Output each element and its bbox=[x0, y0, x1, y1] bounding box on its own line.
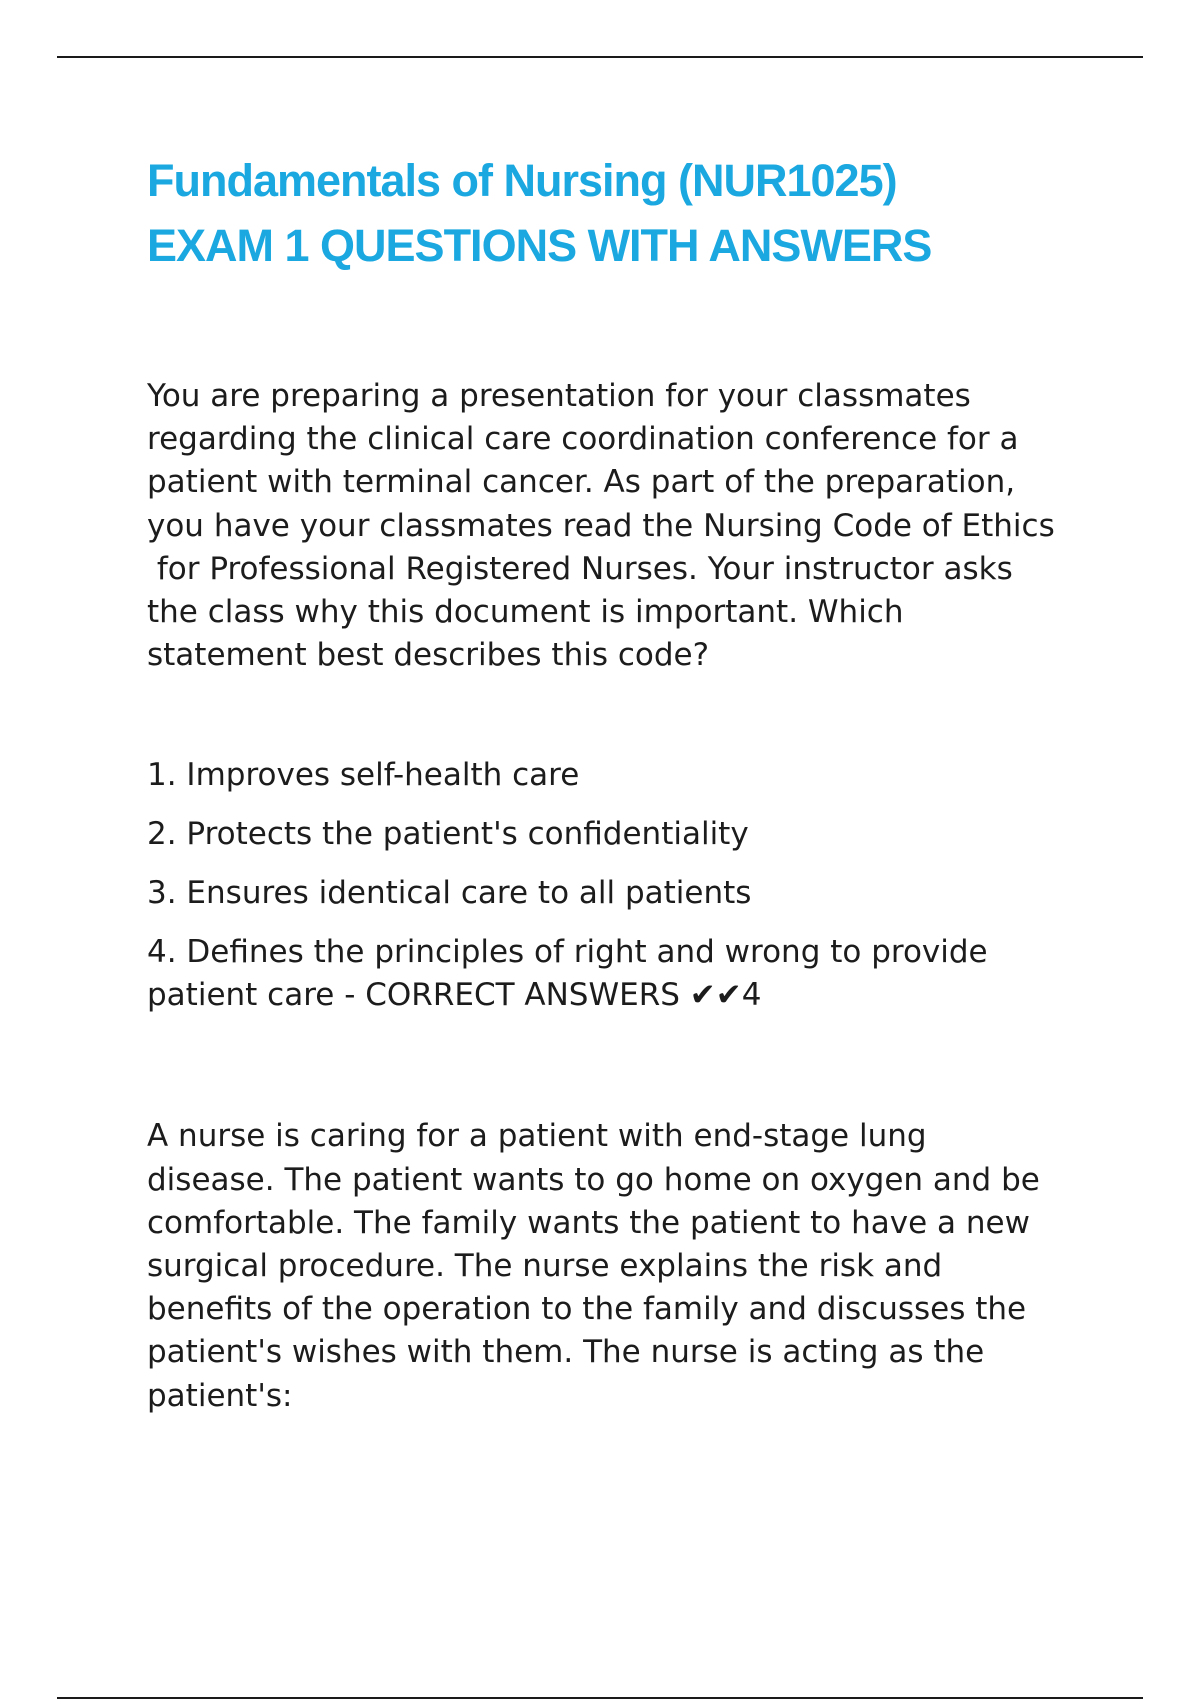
title-line-2: EXAM 1 QUESTIONS WITH ANSWERS bbox=[147, 220, 932, 271]
question-1-stem: You are preparing a presentation for your classmates regarding the clinical care coordination conference for a patient with terminal cancer. As part of the preparation, you have your classmates read the Nursing Code of Ethics for Professional Registered Nurses. Your instructor asks the class why this document is important. Which statement best describes this code? bbox=[147, 378, 1055, 674]
bottom-divider bbox=[57, 1697, 1143, 1699]
title-line-1: Fundamentals of Nursing (NUR1025) bbox=[147, 155, 897, 206]
top-divider bbox=[57, 56, 1143, 58]
question-1-options bbox=[147, 754, 1107, 1017]
document-title bbox=[147, 148, 1107, 278]
option-1: 1. Improves self-health care bbox=[147, 757, 580, 794]
option-4-correct-answer: 4. Defines the principles of right and wrong to provide patient care - CORRECT ANSWERS ✔✔4 bbox=[147, 934, 988, 1014]
question-2-stem: A nurse is caring for a patient with end-stage lung disease. The patient wants to go home on oxygen and be comfortable. The family wants the patient to have a new surgical procedure. The nurse explains the risk and benefits of the operation to the family and discusses the patient's wishes with them. The nurse is acting as the patient's: bbox=[147, 1118, 1040, 1414]
option-2: 2. Protects the patient's confidentiality bbox=[147, 816, 749, 853]
option-3: 3. Ensures identical care to all patients bbox=[147, 875, 752, 912]
document-body bbox=[147, 148, 1107, 1418]
